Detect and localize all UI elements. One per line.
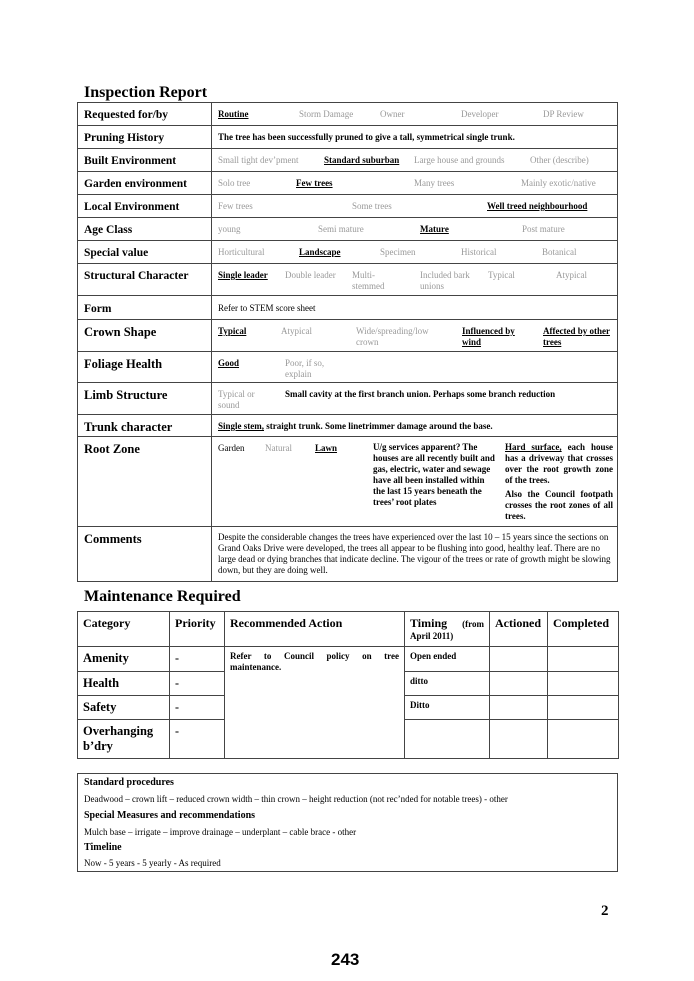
option-few-trees: Few trees <box>296 178 333 188</box>
option-owner: Owner <box>380 109 405 119</box>
option-typical-sound: Typical or <box>218 389 255 399</box>
option-single-leader: Single leader <box>218 270 268 280</box>
label-garden: Garden environment <box>78 172 212 195</box>
page-number: 2 <box>601 903 609 919</box>
option-developer: Developer <box>461 109 499 119</box>
label-requested: Requested for/by <box>78 103 212 126</box>
row-timing <box>405 720 490 759</box>
value-requested <box>212 103 618 126</box>
option-exotic-native: Mainly exotic/native <box>521 178 596 188</box>
pruning-text: The tree has been successfully pruned to give a tall, symmetrical single trunk. <box>218 132 515 142</box>
option-garden: Garden <box>218 443 245 453</box>
label-form: Form <box>78 296 212 320</box>
maintenance-title: Maintenance Required <box>84 588 241 605</box>
row-actioned <box>490 647 548 672</box>
option-sound: sound <box>218 400 240 410</box>
timeline-text: Now - 5 years - 5 yearly - As required <box>84 858 221 868</box>
header-priority: Priority <box>170 612 225 647</box>
label-built: Built Environment <box>78 149 212 172</box>
option-storm-damage: Storm Damage <box>299 109 354 119</box>
limb-text: Small cavity at the first branch union. Perhaps some branch reduction <box>285 389 556 399</box>
header-action: Recommended Action <box>225 612 405 647</box>
option-large-house: Large house and grounds <box>414 155 505 165</box>
option-some-trees: Some trees <box>352 201 392 211</box>
special-measures-text: Mulch base – irrigate – improve drainage – underplant – cable brace - other <box>84 827 357 837</box>
row-timing: Open ended <box>405 647 490 672</box>
option-multi: Multi- <box>352 270 376 280</box>
option-horticultural: Horticultural <box>218 247 265 257</box>
option-dp-review: DP Review <box>543 109 584 119</box>
trunk-text <box>218 421 611 432</box>
row-category: Amenity <box>78 647 170 672</box>
label-crown: Crown Shape <box>78 320 212 352</box>
comments-text: Despite the considerable changes the trees have experienced over the last 10 – 15 years since the sections on Grand Oaks Drive were developed, the trees all appear to be flushing into good, healthy leaf. There are no large dead or dying branches that indicate decline. The vigour of the trees or rate of growth might be slowing down, but they are doing well. <box>212 527 618 582</box>
option-explain: explain <box>285 369 312 379</box>
row-timing: Ditto <box>405 696 490 720</box>
hard-surface-label: Hard surface, <box>505 442 562 452</box>
option-botanical: Botanical <box>542 247 577 257</box>
option-many-trees: Many trees <box>414 178 455 188</box>
label-comments: Comments <box>78 527 212 582</box>
timing-label: Timing <box>410 616 448 630</box>
option-other: Other (describe) <box>530 155 589 165</box>
label-root: Root Zone <box>78 437 212 527</box>
label-local: Local Environment <box>78 195 212 218</box>
row-actioned <box>490 672 548 696</box>
row-completed <box>548 696 619 720</box>
recommended-action: Refer to Council policy on tree maintenance. <box>225 647 405 759</box>
option-young: young <box>218 224 241 234</box>
procedures-box <box>77 773 618 872</box>
form-text: Refer to STEM score sheet <box>218 303 316 313</box>
row-category: Overhanging b’dry <box>78 720 170 759</box>
label-structural: Structural Character <box>78 264 212 296</box>
option-landscape: Landscape <box>299 247 341 257</box>
option-affected-other: Affected by other <box>543 326 610 336</box>
row-actioned <box>490 720 548 759</box>
option-lawn: Lawn <box>315 443 338 453</box>
option-small-tight: Small tight dev’pment <box>218 155 299 165</box>
option-standard-suburban: Standard suburban <box>324 155 400 165</box>
inspection-table <box>77 102 618 582</box>
option-typical-crown: Typical <box>218 326 247 336</box>
option-atypical-crown: Atypical <box>281 326 312 336</box>
option-natural: Natural <box>265 443 292 453</box>
option-semi-mature: Semi mature <box>318 224 364 234</box>
row-completed <box>548 672 619 696</box>
header-actioned: Actioned <box>490 612 548 647</box>
option-atypical-struct: Atypical <box>556 270 587 280</box>
header-category: Category <box>78 612 170 647</box>
option-wide-spreading: Wide/spreading/low <box>356 326 429 336</box>
header-completed: Completed <box>548 612 619 647</box>
option-well-treed: Well treed neighbourhood <box>487 201 588 211</box>
option-double-leader: Double leader <box>285 270 336 280</box>
option-few-trees-local: Few trees <box>218 201 253 211</box>
option-poor: Poor, if so, <box>285 358 325 368</box>
option-routine: Routine <box>218 109 249 119</box>
option-typical-struct: Typical <box>488 270 515 280</box>
row-completed <box>548 720 619 759</box>
label-special: Special value <box>78 241 212 264</box>
ug-services-text: U/g services apparent? The houses are all recently built and gas, electric, water and sewage have all been installed within the last 15 years beneath the trees’ root plates <box>373 442 495 507</box>
row-category: Safety <box>78 696 170 720</box>
row-priority: - <box>170 647 225 672</box>
option-wind: wind <box>462 337 482 347</box>
label-age: Age Class <box>78 218 212 241</box>
standard-procedures-text: Deadwood – crown lift – reduced crown width – thin crown – height reduction (not rec’nded for notable trees) - other <box>84 794 508 804</box>
option-included-bark: Included bark <box>420 270 470 280</box>
header-timing <box>405 612 490 647</box>
label-foliage: Foliage Health <box>78 352 212 383</box>
option-historical: Historical <box>461 247 497 257</box>
trunk-underlined: Single stem, <box>218 421 264 431</box>
row-priority: - <box>170 672 225 696</box>
option-stemmed: stemmed <box>352 281 385 291</box>
option-influenced-wind: Influenced by <box>462 326 515 336</box>
footpath-text: Also the Council footpath crosses the root zones of all trees. <box>505 489 613 521</box>
hard-surface-text <box>505 442 613 486</box>
row-actioned <box>490 696 548 720</box>
page-title: Inspection Report <box>84 84 208 101</box>
option-unions: unions <box>420 281 445 291</box>
row-timing: ditto <box>405 672 490 696</box>
hard-surface-rest: each house has a driveway that crosses over the root growth zone of the trees. <box>505 442 613 485</box>
row-priority: - <box>170 720 225 759</box>
option-solo-tree: Solo tree <box>218 178 251 188</box>
standard-procedures-heading: Standard procedures <box>84 777 174 788</box>
option-specimen: Specimen <box>380 247 416 257</box>
option-crown-word: crown <box>356 337 379 347</box>
option-post-mature: Post mature <box>522 224 565 234</box>
row-priority: - <box>170 696 225 720</box>
timing-from: (from <box>462 619 484 629</box>
trunk-rest: straight trunk. Some linetrimmer damage around the base. <box>264 421 493 431</box>
maintenance-table <box>77 611 619 759</box>
option-good: Good <box>218 358 240 368</box>
row-category: Health <box>78 672 170 696</box>
timing-date: April 2011) <box>410 631 454 641</box>
label-trunk: Trunk character <box>78 415 212 437</box>
special-measures-heading: Special Measures and recommendations <box>84 810 256 821</box>
label-limb: Limb Structure <box>78 383 212 415</box>
label-pruning: Pruning History <box>78 126 212 149</box>
row-completed <box>548 647 619 672</box>
option-trees: trees <box>543 337 562 347</box>
folio-number: 243 <box>331 950 360 969</box>
timeline-heading: Timeline <box>84 842 122 853</box>
option-mature: Mature <box>420 224 449 234</box>
